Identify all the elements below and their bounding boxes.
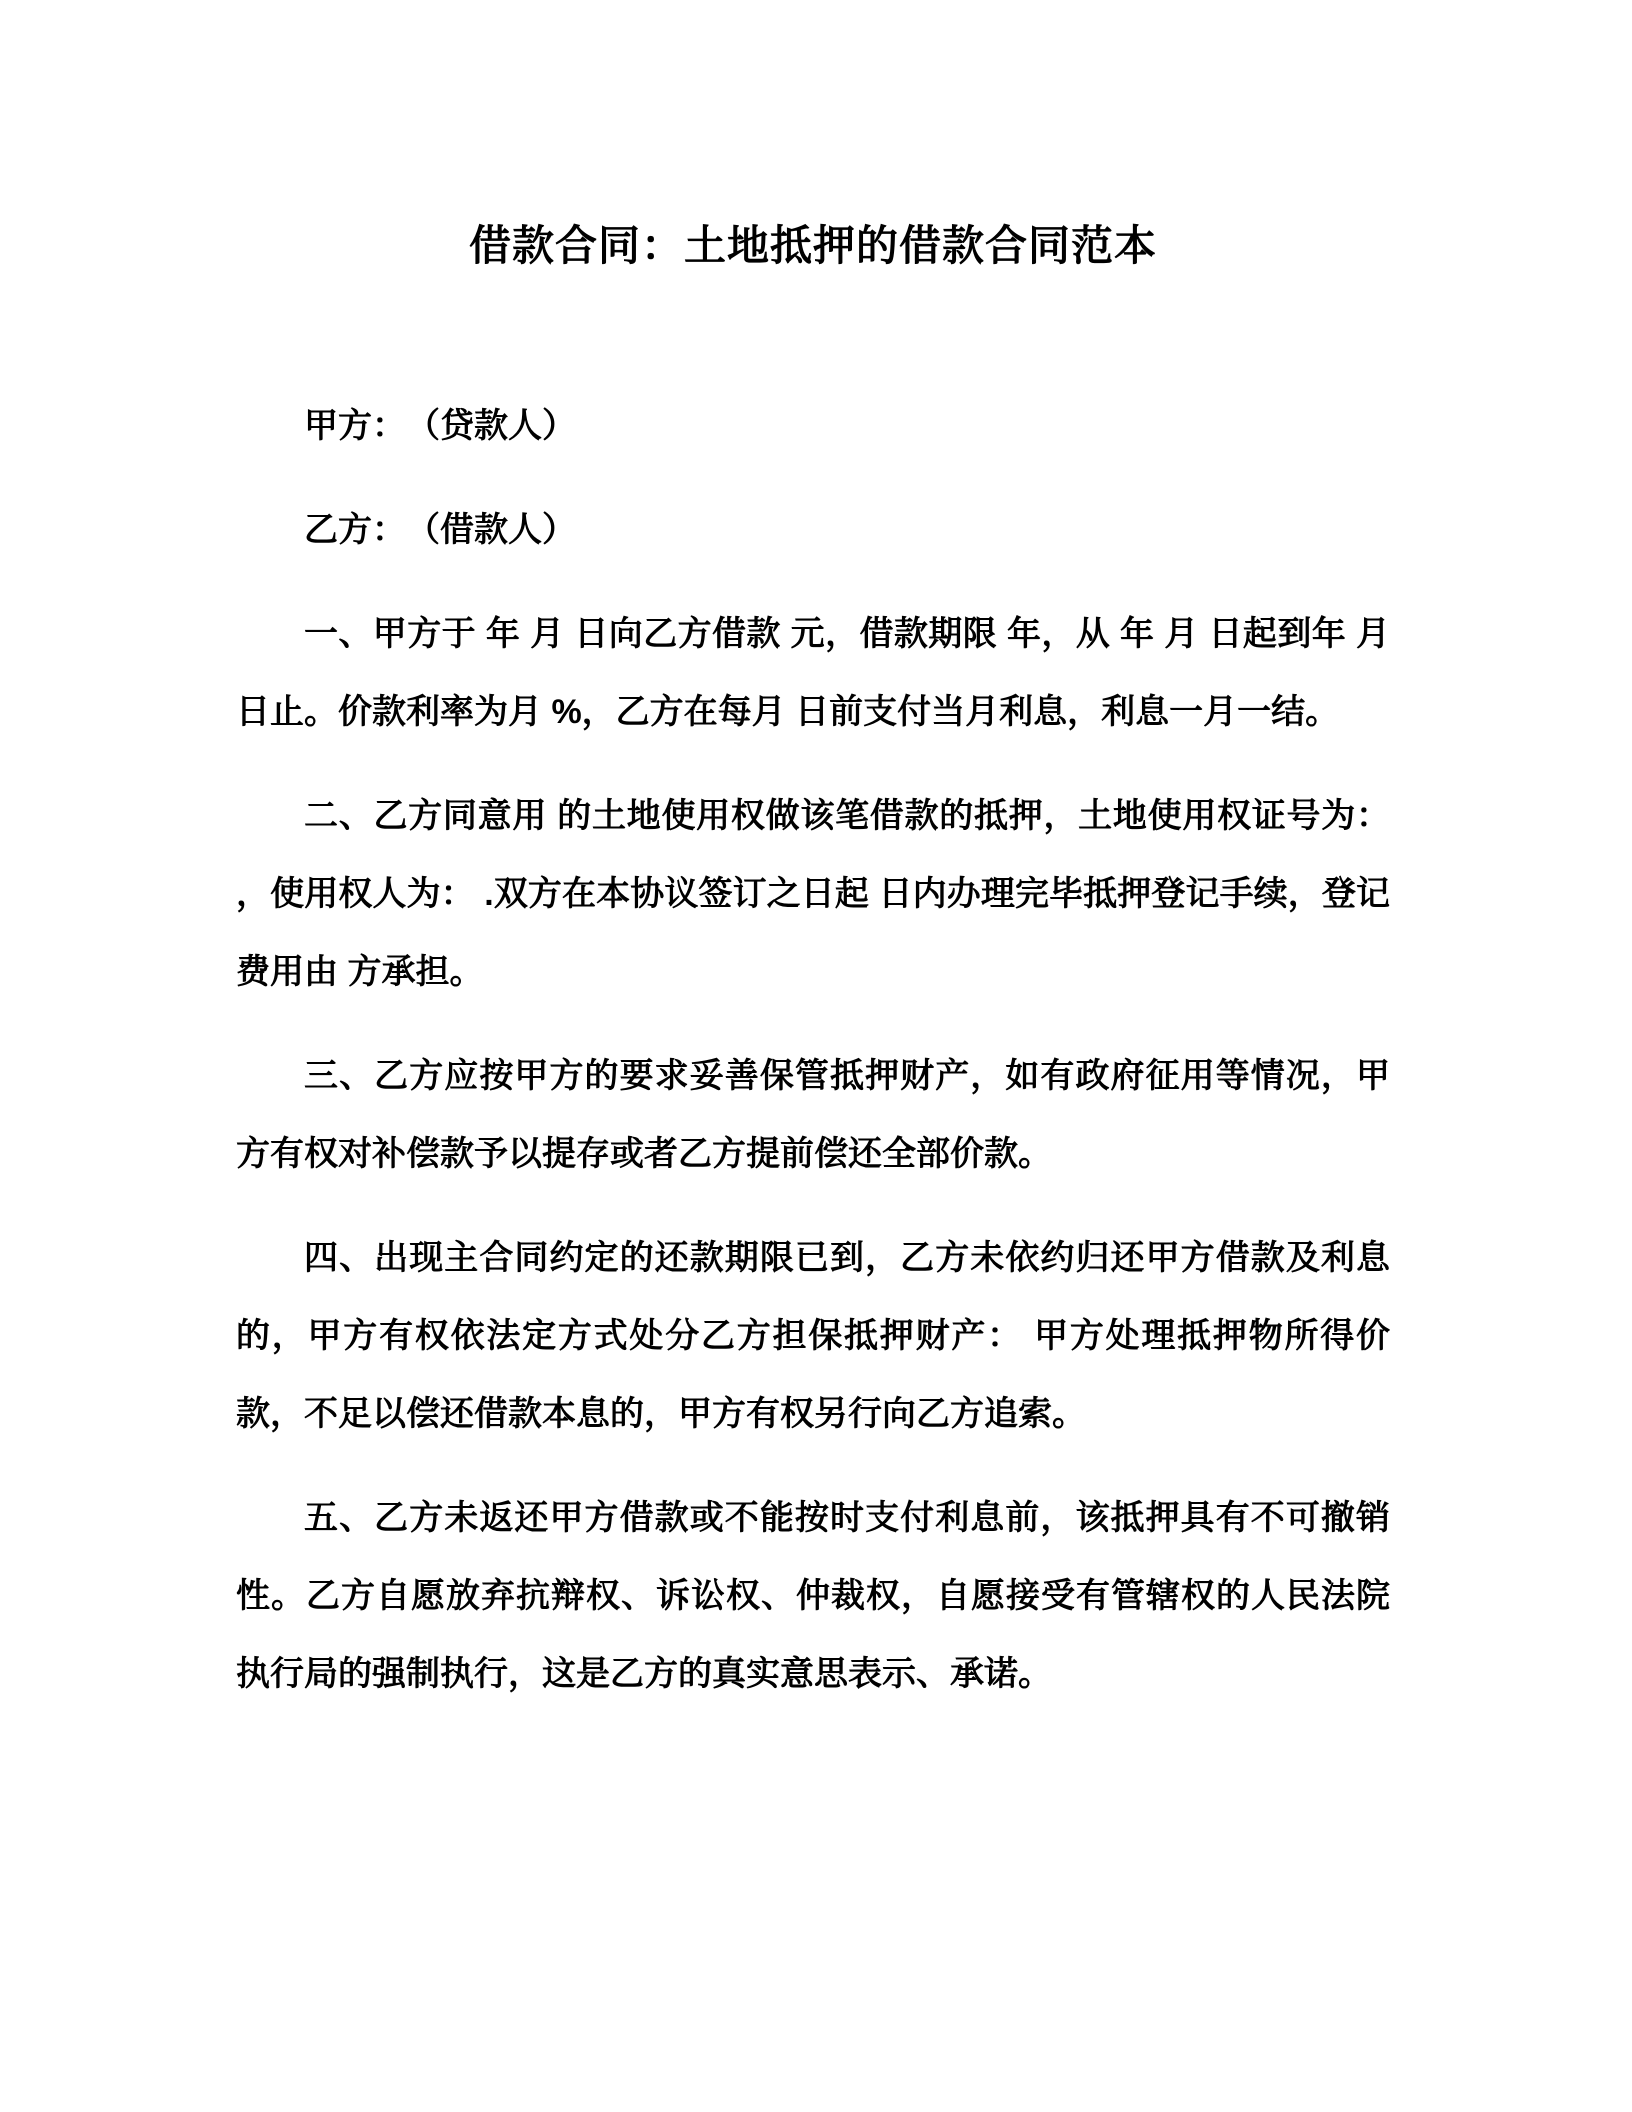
clause-1: 一、甲方于 年 月 日向乙方借款 元，借款期限 年，从 年 月 日起到年 月 日止。价款利率为月 %，乙方在每月 日前支付当月利息，利息一月一结。 (236, 615, 1400, 731)
document-title: 借款合同：土地抵押的借款合同范本 (468, 222, 1157, 269)
clause-5: 五、乙方未返还甲方借款或不能按时支付利息前，该抵押具有不可撤销性。乙方自愿放弃抗辩权、诉讼权、仲裁权，自愿接受有管辖权的人民法院执行局的强制执行，这是乙方的真实意思表示、承诺。 (236, 1499, 1390, 1693)
clause-3: 三、乙方应按甲方的要求妥善保管抵押财产，如有政府征用等情况，甲方有权对补偿款予以提存或者乙方提前偿还全部价款。 (236, 1057, 1390, 1173)
party-b-line: 乙方： （借款人） (304, 511, 576, 549)
clause-2: 二、乙方同意用 的土地使用权做该笔借款的抵押，土地使用权证号为： ，使用权人为： .双方在本协议签订之日起 日内办理完毕抵押登记手续，登记费用由 方承担。 (236, 797, 1400, 991)
party-a-line: 甲方： （贷款人） (304, 407, 576, 445)
clause-4: 四、出现主合同约定的还款期限已到，乙方未依约归还甲方借款及利息的，甲方有权依法定方式处分乙方担保抵押财产： 甲方处理抵押物所得价款，不足以偿还借款本息的，甲方有权另行向乙方追索。 (236, 1239, 1390, 1433)
